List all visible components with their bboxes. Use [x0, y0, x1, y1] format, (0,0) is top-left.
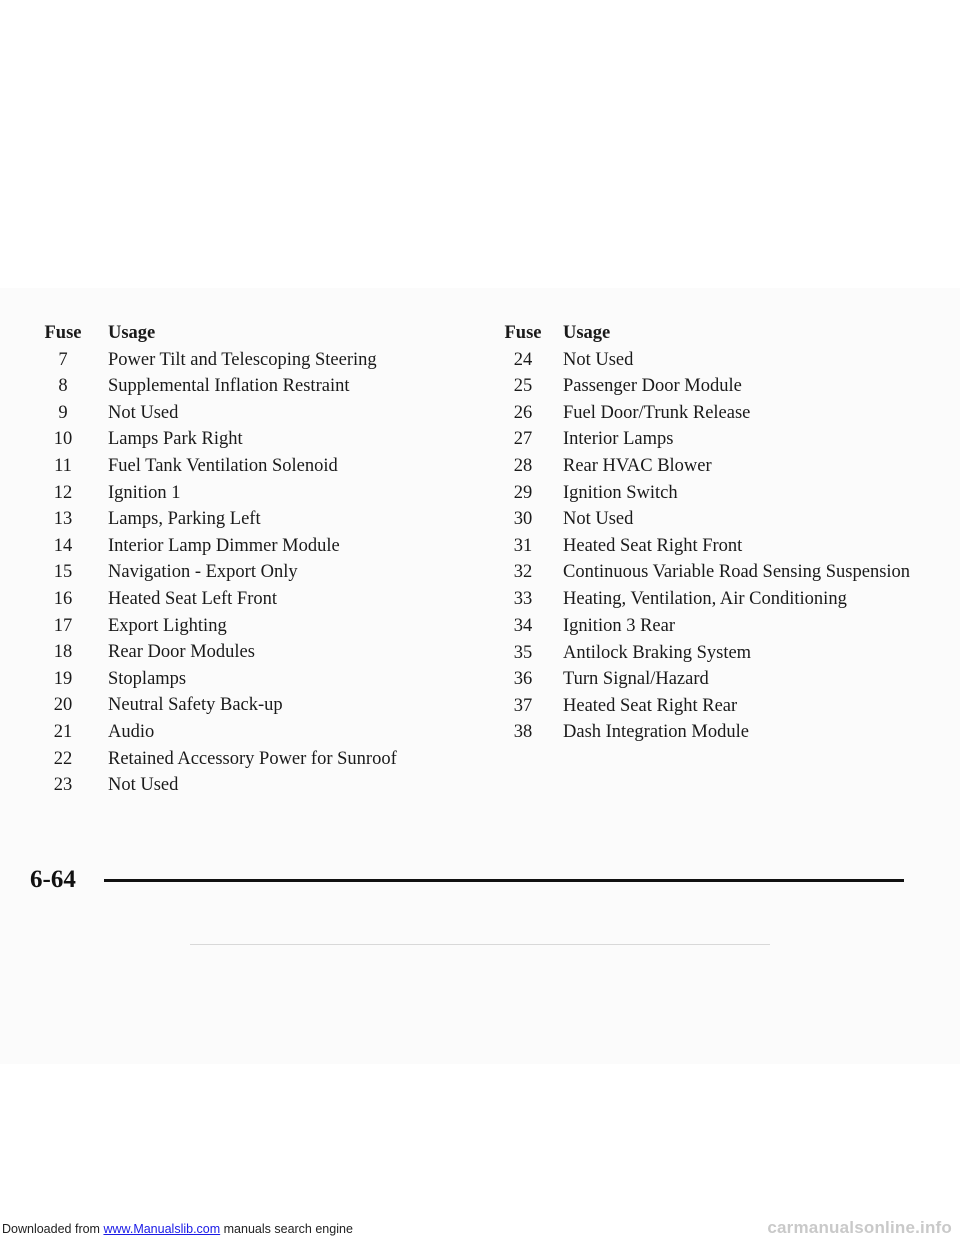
fuse-number: 27	[513, 429, 533, 450]
fuse-number: 24	[513, 349, 533, 370]
fuse-usage: Lamps, Parking Left	[108, 509, 261, 530]
header-usage: Usage	[108, 323, 156, 343]
table-row	[0, 533, 480, 560]
fuse-usage: Lamps Park Right	[108, 429, 243, 450]
fuse-number: 37	[513, 695, 533, 716]
fuse-usage: Rear HVAC Blower	[563, 455, 712, 476]
scan-line	[190, 944, 770, 945]
fuse-usage: Neutral Safety Back-up	[108, 695, 283, 716]
header-fuse: Fuse	[504, 323, 542, 343]
fuse-usage: Ignition Switch	[563, 482, 678, 503]
fuse-number: 26	[513, 402, 533, 423]
fuse-usage: Continuous Variable Road Sensing Suspension	[563, 562, 911, 583]
table-row	[0, 400, 480, 427]
page-footer	[30, 866, 904, 894]
fuse-usage: Interior Lamps	[563, 429, 674, 450]
fuse-number: 7	[58, 349, 68, 370]
table-row	[0, 772, 480, 799]
table-row	[0, 453, 480, 480]
table-row	[480, 506, 960, 533]
fuse-number: 9	[58, 402, 68, 423]
fuse-usage: Stoplamps	[108, 668, 187, 689]
fuse-usage: Retained Accessory Power for Sunroof	[108, 748, 397, 769]
table-header	[480, 320, 960, 347]
fuse-number: 38	[513, 722, 533, 743]
fuse-usage: Ignition 3 Rear	[563, 615, 676, 636]
fuse-number: 12	[53, 482, 73, 503]
fuse-usage: Not Used	[563, 509, 634, 530]
header-usage: Usage	[563, 323, 611, 343]
fuse-number: 17	[53, 615, 73, 636]
table-row	[0, 639, 480, 666]
fuse-number: 14	[53, 535, 73, 556]
fuse-usage: Not Used	[108, 775, 179, 796]
fuse-usage: Export Lighting	[108, 615, 227, 636]
fuse-usage: Heated Seat Left Front	[108, 588, 278, 609]
table-row	[480, 559, 960, 586]
fuse-usage: Fuel Tank Ventilation Solenoid	[108, 455, 338, 476]
fuse-usage: Supplemental Inflation Restraint	[108, 376, 350, 397]
fuse-usage: Dash Integration Module	[563, 722, 749, 743]
fuse-number: 28	[513, 455, 533, 476]
fuse-number: 22	[53, 748, 73, 769]
table-row	[0, 613, 480, 640]
table-row	[0, 373, 480, 400]
table-row	[480, 480, 960, 507]
fuse-number: 30	[513, 509, 533, 530]
table-row	[480, 693, 960, 720]
fuse-number: 25	[513, 376, 533, 397]
fuse-number: 13	[53, 509, 73, 530]
table-row	[0, 506, 480, 533]
table-row	[0, 559, 480, 586]
page-number: 6-64	[30, 866, 76, 893]
fuse-usage: Heated Seat Right Front	[563, 535, 743, 556]
fuse-number: 29	[513, 482, 533, 503]
table-row	[480, 640, 960, 667]
fuse-usage: Passenger Door Module	[563, 376, 742, 397]
fuse-number: 20	[53, 695, 73, 716]
table-row	[0, 719, 480, 746]
table-row	[480, 586, 960, 613]
table-row	[480, 613, 960, 640]
fuse-number: 10	[53, 429, 73, 450]
manualslib-link[interactable]: www.Manualslib.com	[103, 1222, 221, 1236]
table-row	[0, 666, 480, 693]
table-row	[0, 480, 480, 507]
header-fuse: Fuse	[44, 323, 82, 343]
table-row	[480, 453, 960, 480]
fuse-number: 11	[54, 455, 72, 476]
fuse-number: 35	[513, 642, 533, 663]
download-prefix: Downloaded from	[2, 1222, 104, 1236]
fuse-usage: Power Tilt and Telescoping Steering	[108, 349, 377, 370]
watermark: carmanualsonline.info	[767, 1218, 952, 1237]
fuse-usage: Ignition 1	[108, 482, 181, 503]
fuse-usage: Navigation - Export Only	[108, 562, 298, 583]
table-row	[480, 426, 960, 453]
table-row	[0, 426, 480, 453]
table-row	[480, 533, 960, 560]
fuse-table-right	[480, 320, 960, 746]
fuse-usage: Audio	[108, 721, 155, 742]
fuse-number: 34	[513, 615, 533, 636]
fuse-usage: Antilock Braking System	[563, 642, 752, 663]
table-row	[0, 586, 480, 613]
fuse-number: 21	[53, 721, 73, 742]
table-row	[480, 719, 960, 746]
fuse-usage: Interior Lamp Dimmer Module	[108, 535, 340, 556]
fuse-usage: Fuel Door/Trunk Release	[563, 402, 751, 423]
fuse-number: 8	[58, 376, 68, 397]
fuse-number: 33	[513, 589, 533, 610]
table-row	[480, 347, 960, 374]
fuse-usage: Not Used	[563, 349, 634, 370]
fuse-usage: Turn Signal/Hazard	[563, 669, 709, 690]
table-row	[480, 400, 960, 427]
table-row	[0, 347, 480, 374]
fuse-number: 23	[53, 775, 73, 796]
table-row	[0, 746, 480, 773]
fuse-table-left	[0, 320, 480, 799]
fuse-usage: Rear Door Modules	[108, 642, 255, 663]
table-row	[480, 373, 960, 400]
fuse-number: 16	[53, 588, 73, 609]
table-header	[0, 320, 480, 347]
fuse-number: 18	[53, 642, 73, 663]
fuse-number: 31	[513, 535, 533, 556]
table-row	[480, 666, 960, 693]
download-note	[2, 1222, 353, 1236]
fuse-usage: Heated Seat Right Rear	[563, 695, 738, 716]
download-suffix: manuals search engine	[220, 1222, 353, 1236]
fuse-number: 36	[513, 669, 533, 690]
fuse-usage: Heating, Ventilation, Air Conditioning	[563, 589, 847, 610]
fuse-number: 32	[513, 562, 533, 583]
footer-rule	[104, 879, 904, 882]
fuse-usage: Not Used	[108, 402, 179, 423]
table-row	[0, 692, 480, 719]
fuse-number: 19	[53, 668, 73, 689]
fuse-number: 15	[53, 562, 73, 583]
